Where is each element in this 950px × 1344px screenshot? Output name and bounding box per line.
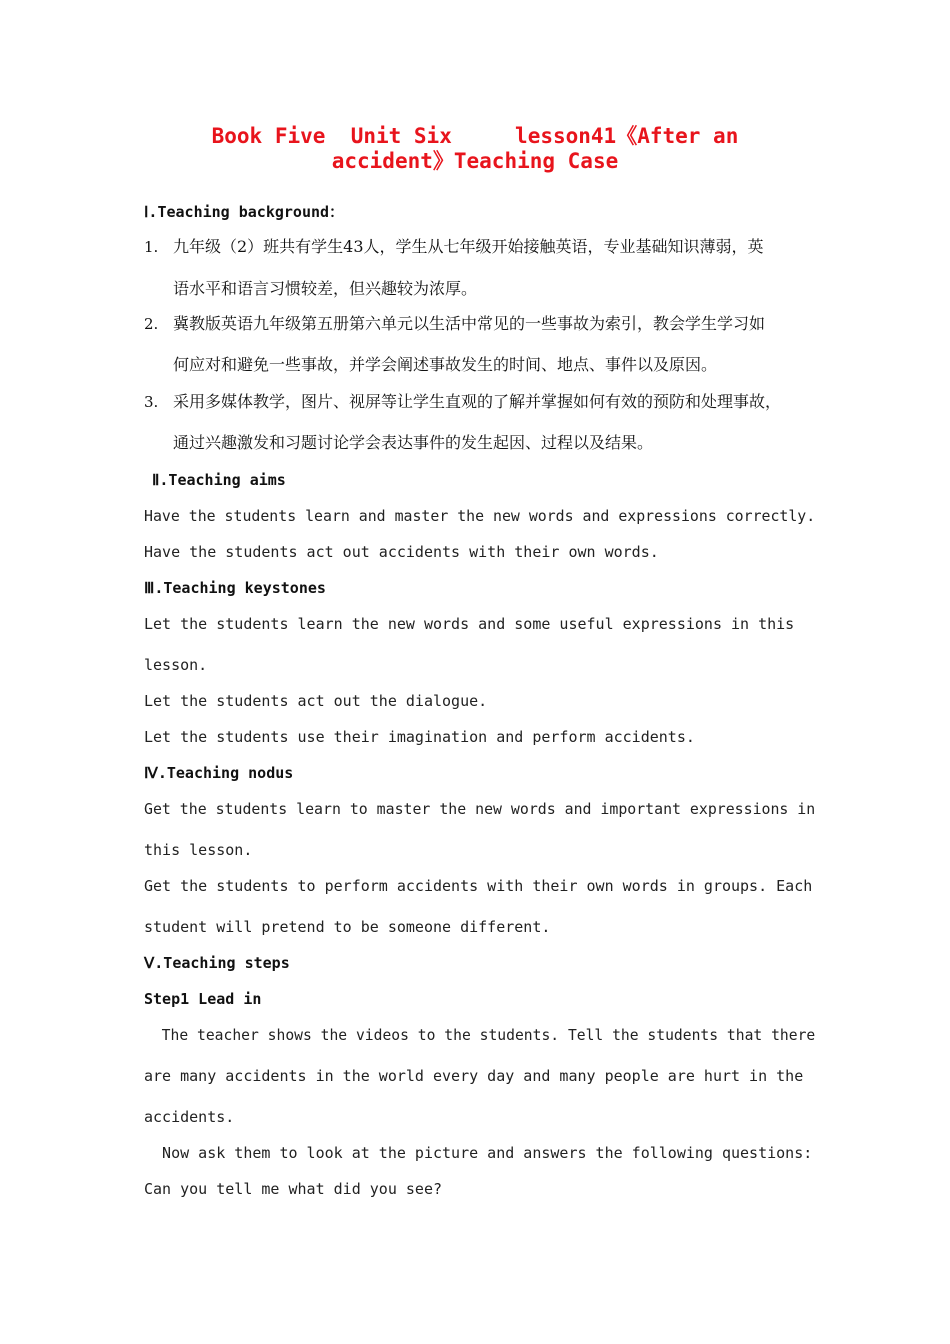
text-line: Now ask them to look at the picture and answers the following questions: <box>144 1144 813 1162</box>
text-line: Can you tell me what did you see? <box>144 1180 443 1198</box>
text-line: are many accidents in the world every day and many people are hurt in the <box>144 1067 804 1085</box>
document-title-line-1: Book Five Unit Six lesson41《After an <box>211 124 739 148</box>
text-line: lesson. <box>144 656 208 674</box>
list-item-text: 通过兴趣激发和习题讨论学会表达事件的发生起因、过程以及结果。 <box>173 433 654 452</box>
list-item-text: 何应对和避免一些事故，并学会阐述事故发生的时间、地点、事件以及原因。 <box>173 355 718 374</box>
section-heading-steps: Ⅴ.Teaching steps <box>144 954 290 972</box>
text-line: Get the students to perform accidents with their own words in groups. Each <box>144 877 813 895</box>
section-heading-background: Ⅰ.Teaching background： <box>144 203 345 221</box>
list-number: 2. <box>144 315 159 333</box>
text-line: The teacher shows the videos to the students. Tell the students that there <box>144 1026 816 1044</box>
list-item-text: 九年级（2）班共有学生43人，学生从七年级开始接触英语，专业基础知识薄弱，英 <box>173 237 764 256</box>
text-line: Let the students learn the new words and some useful expressions in this <box>144 615 795 633</box>
section-heading-aims: Ⅱ.Teaching aims <box>152 471 286 489</box>
document-title-line-2: accident》Teaching Case <box>331 149 619 173</box>
text-line: Have the students act out accidents with their own words. <box>144 543 659 561</box>
step-heading: Step1 Lead in <box>144 990 262 1008</box>
text-line: this lesson. <box>144 841 253 859</box>
text-line: accidents. <box>144 1108 235 1126</box>
text-line: Let the students act out the dialogue. <box>144 692 488 710</box>
text-line: Get the students learn to master the new words and important expressions in <box>144 800 816 818</box>
list-number: 1. <box>144 238 159 256</box>
list-item-text: 冀教版英语九年级第五册第六单元以生活中常见的一些事故为索引，教会学生学习如 <box>173 314 766 333</box>
section-heading-keystones: Ⅲ.Teaching keystones <box>144 579 326 597</box>
list-number: 3. <box>144 393 159 411</box>
text-line: student will pretend to be someone different. <box>144 918 551 936</box>
text-line: Have the students learn and master the new words and expressions correctly. <box>144 507 816 525</box>
list-item-text: 语水平和语言习惯较差，但兴趣较为浓厚。 <box>173 279 478 298</box>
text-line: Let the students use their imagination and perform accidents. <box>144 728 695 746</box>
section-heading-nodus: Ⅳ.Teaching nodus <box>144 764 294 782</box>
list-item-text: 采用多媒体教学，图片、视屏等让学生直观的了解并掌握如何有效的预防和处理事故， <box>173 392 782 411</box>
